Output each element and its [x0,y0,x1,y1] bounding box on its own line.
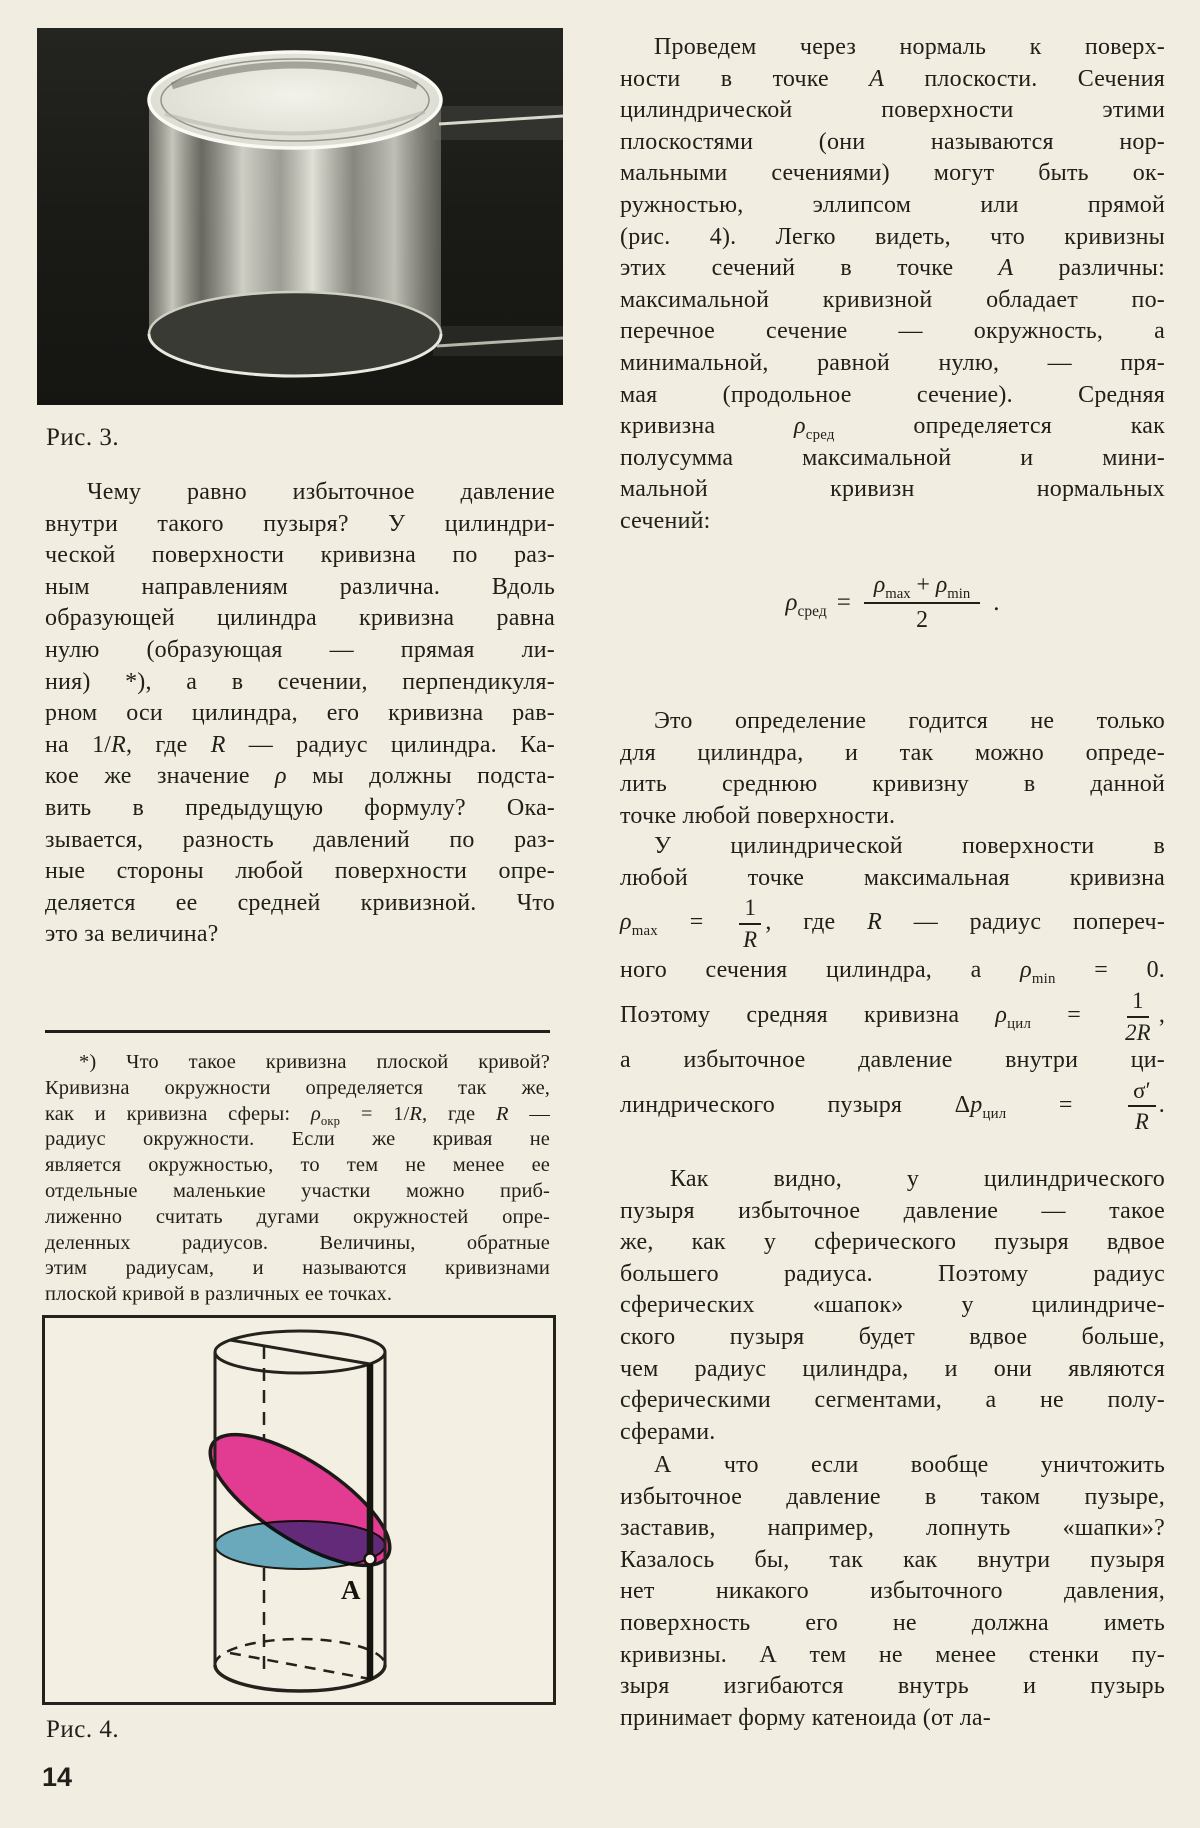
text-segment: различны: [1013,255,1165,282]
equals-sign: = [657,909,736,936]
right-paragraph-4 [620,1164,1165,1448]
text-segment: на 1/ [45,731,112,758]
fraction-denominator: 2 [916,606,928,633]
text-line [620,253,1165,285]
fig4-caption: Рис. 4. [46,1716,120,1743]
text-line: этим радиусам, и называются кривизнами [45,1257,550,1280]
text-line: любой точке максимальная кривизна [620,864,1165,891]
fig3-photo [37,28,563,405]
fraction: $\frac{\sigma'}{R}$ [1128,1078,1156,1135]
text-segment: кое же значение [45,763,276,790]
text-line: Это определение годится не только [654,708,1165,734]
text-segment: мы должны подста- [286,763,555,790]
fig4-cylinder-diagram [45,1318,553,1702]
text-line: большего радиуса. Поэтому радиус [620,1260,1165,1287]
text-segment: плоскости. Сечения [884,65,1165,92]
text-segment: определяется как [834,413,1165,440]
text-segment: — радиус попереч- [881,909,1166,936]
text-line: минимальной, равной нулю, — пря- [620,349,1165,376]
text-line [620,988,1165,1045]
math-symbol: R [111,731,127,758]
text-line: ния) *), а в сечении, перпендикуля- [45,668,555,695]
text-segment: ного сечения цилиндра, а [620,957,1021,984]
text-line [45,1102,550,1128]
point-a-label: A [341,1575,361,1605]
math-symbol: A [998,255,1014,282]
text-line: У цилиндрической поверхности в [654,833,1165,859]
text-line: образующей цилиндра кривизна равна [45,605,555,632]
footnote-rule [45,1030,550,1033]
text-line: сечений: [620,507,711,534]
text-line: зывается, разность давлений по раз- [45,826,555,853]
fraction: $\frac{1}{R}$ [738,895,762,952]
text-segment: этих сечений в точке [620,255,999,282]
fig3-caption: Рис. 3. [46,424,120,451]
formula-mean-curvature [620,572,1165,633]
fraction: $\frac{1}{2R}$ [1125,988,1151,1045]
math-symbol: ρ [1020,957,1032,984]
text-line: А что если вообще уничтожить [654,1452,1165,1478]
right-paragraph-3 [620,831,1165,1135]
fraction-numerator: $\rho_{max} + \rho_{min}$ [864,572,980,604]
text-line: радиус окружности. Если же кривая не [45,1128,550,1151]
right-paragraph-2 [620,706,1165,832]
math-subscript: окр [320,1113,341,1128]
text-segment: , где [765,909,868,936]
text-line [620,952,1165,988]
right-paragraph-1 [620,32,1165,538]
math-symbol: R [409,1102,423,1125]
fig4-frame [42,1315,556,1705]
text-line: *) Что такое кривизна плоской кривой? [79,1051,550,1073]
text-line: Как видно, у цилиндрического [670,1166,1165,1192]
footnote [45,1050,550,1308]
left-column-paragraph [45,477,555,951]
text-line: сферических «шапок» у цилиндриче- [620,1292,1165,1319]
right-paragraph-5 [620,1450,1165,1734]
text-line [45,761,555,793]
text-segment: — радиус цилиндра. Ка- [225,731,555,758]
text-segment: кривизна [620,413,795,440]
text-line: сферическими сегментами, а не полу- [620,1387,1165,1414]
math-symbol: R [210,731,226,758]
text-line: сферами. [620,1418,716,1445]
text-segment: , где [422,1102,497,1125]
text-line: ным направлениям различна. Вдоль [45,573,555,600]
text-segment: , где [126,731,211,758]
text-line: перечное сечение — окружность, а [620,318,1165,345]
equals-sign: = [1006,1091,1126,1118]
text-line: заставив, например, лопнуть «шапки»? [620,1515,1165,1542]
cylindrical-bubble-photo [37,28,563,405]
text-line: лить среднюю кривизну в данной [620,771,1165,798]
text-line [45,730,555,762]
equals-sign: = [1031,1002,1118,1029]
text-segment: = 0. [1055,957,1165,984]
math-symbol: p [970,1091,983,1118]
text-line: для цилиндра, и так можно опреде- [620,739,1165,766]
math-symbol: R [496,1102,509,1125]
math-subscript: сред [805,426,835,443]
text-line: плоской кривой в различных ее точках. [45,1283,393,1306]
equals-sign: = [836,588,851,616]
text-segment: . [1158,1091,1165,1118]
text-line: лиженно считать дугами окружностей опре- [45,1205,550,1228]
text-line: мальной кривизн нормальных [620,476,1165,503]
math-symbol: $\rho_{сред}$ [785,588,827,620]
text-line: ружностью, эллипсом или прямой [620,191,1165,218]
text-line: нулю (образующая — прямая ли- [45,636,555,663]
fraction [864,572,980,633]
text-segment: . [993,588,1000,616]
math-subscript: max [631,922,658,939]
text-line [620,411,1165,443]
page-number: 14 [42,1762,73,1792]
text-line: ные стороны любой поверхности опре- [45,858,555,885]
math-symbol: ρ [620,909,632,936]
text-line: является окружностью, то тем не менее ее [45,1154,550,1177]
text-line: отдельные маленькие участки можно приб- [45,1179,550,1202]
text-line: а избыточное давление внутри ци- [620,1047,1165,1074]
text-segment: , [1158,1002,1166,1029]
math-symbol: ρ [310,1102,321,1125]
text-line: зыря изгибаются внутрь и пузырь [620,1673,1165,1700]
text-line: деляется ее средней кривизной. Что [45,889,555,916]
math-subscript: цил [982,1105,1007,1122]
text-line: внутри такого пузыря? У цилиндри- [45,510,555,537]
text-line: ского пузыря будет вдвое больше, [620,1323,1165,1350]
text-line: рном оси цилиндра, его кривизна рав- [45,700,555,727]
text-line: вить в предыдущую формулу? Ока- [45,794,555,821]
text-line: Чему равно избыточное давление [87,479,555,505]
text-line: Казалось бы, так как внутри пузыря [620,1546,1165,1573]
text-line: это за величина? [45,921,219,948]
text-line [620,1077,1165,1135]
text-line [620,64,1165,96]
text-line: мая (продольное сечение). Средняя [620,381,1165,408]
text-line: деленных радиусов. Величины, обратные [45,1231,550,1254]
point-a-marker [365,1554,376,1565]
text-segment: линдрического пузыря [620,1091,955,1118]
text-line: поверхность его не должна иметь [620,1609,1165,1636]
text-segment: как и кривизна сферы: [45,1102,311,1125]
text-line: плоскостями (они называются нор- [620,128,1165,155]
text-line: нет никакого избыточного давления, [620,1578,1165,1605]
text-segment: = 1/ [340,1102,410,1125]
text-line: ческой поверхности кривизна по раз- [45,542,555,569]
math-subscript: цил [1007,1016,1032,1033]
math-symbol: ρ [995,1002,1008,1029]
text-segment: ности в точке [620,65,870,92]
math-symbol: A [869,65,885,92]
text-line: полусумма максимальной и мини- [620,444,1165,471]
math-symbol: ρ [275,763,287,790]
text-line: Проведем через нормаль к поверх- [654,34,1165,60]
text-line: (рис. 4). Легко видеть, что кривизны [620,223,1165,250]
text-line: Кривизна окружности определяется так же, [45,1076,550,1099]
text-line: точке любой поверхности. [620,802,896,829]
text-line: мальными сечениями) могут быть ок- [620,160,1165,187]
text-segment: Поэтому средняя кривизна [620,1002,996,1029]
math-symbol: ρ [794,413,806,440]
text-line [620,894,1165,952]
text-line: пузыря избыточное давление — такое [620,1197,1165,1224]
math-symbol: Δ [954,1091,971,1118]
text-line: чем радиус цилиндра, и они являются [620,1355,1165,1382]
text-line: кривизны. А тем не менее стенки пу- [620,1641,1165,1668]
math-subscript: min [1031,971,1056,987]
text-segment: — [508,1102,550,1125]
text-line: цилиндрической поверхности этими [620,97,1165,124]
text-line: же, как у сферического пузыря вдвое [620,1229,1165,1256]
text-line: принимает форму катеноида (от ла- [620,1704,991,1731]
text-line: максимальной кривизной обладает по- [620,286,1165,313]
math-symbol: R [867,909,882,936]
text-line: избыточное давление в таком пузыре, [620,1483,1165,1510]
